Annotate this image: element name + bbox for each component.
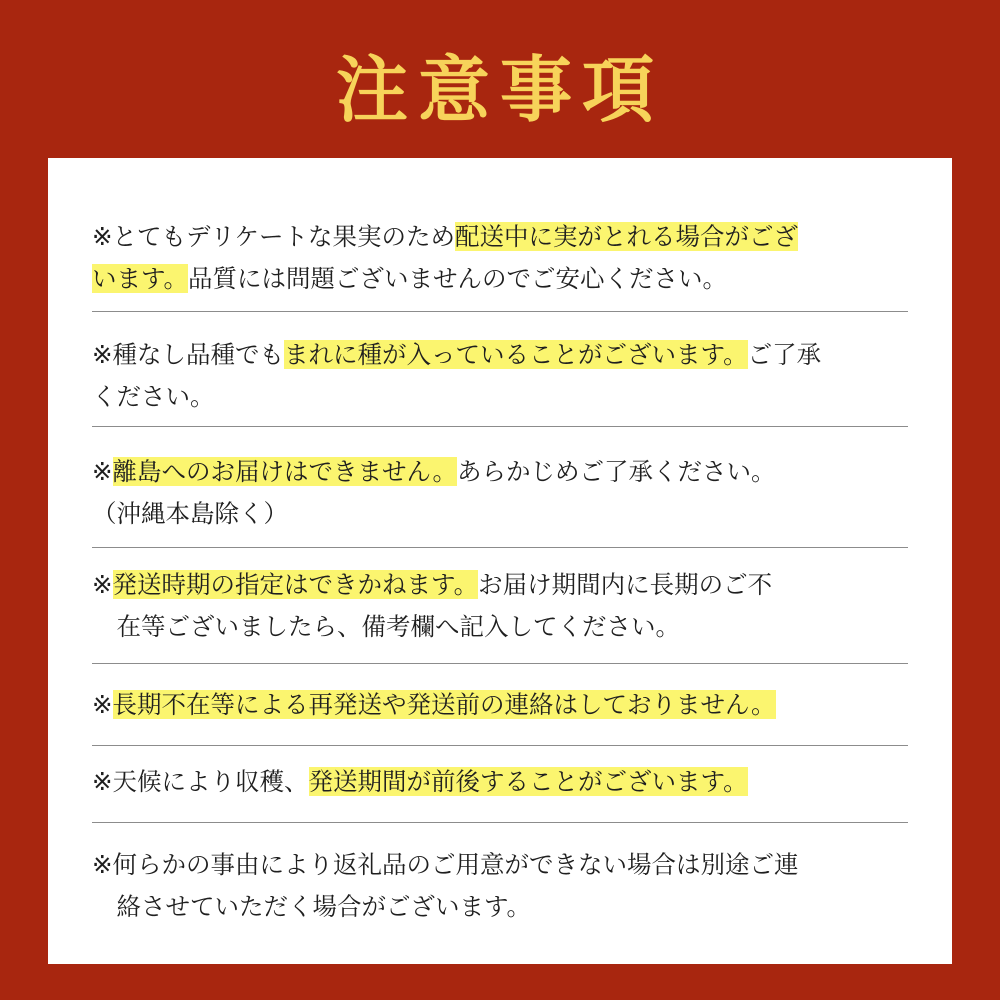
- note-5: [92, 684, 912, 726]
- note-6: [92, 761, 912, 803]
- note-text: ※天候により収穫、: [92, 767, 309, 796]
- note-3: [92, 451, 912, 535]
- note-text: ご了承 ください。: [92, 340, 822, 411]
- note-text: ※: [92, 690, 113, 719]
- note-text: ※: [92, 457, 113, 486]
- note-text: 品質には問題ございませんのでご安心ください。: [188, 264, 728, 293]
- highlighted-text: 長期不在等による再発送や発送前の連絡はしておりません。: [112, 690, 776, 719]
- divider: [92, 547, 908, 548]
- divider: [92, 311, 908, 312]
- note-text: お届け期間内に長期のご不 在等ございましたら、備考欄へ記入してください。: [116, 570, 773, 641]
- page-title: 注意事項: [335, 47, 664, 132]
- highlighted-text: 発送時期の指定はできかねます。: [112, 570, 479, 599]
- note-text: ※何らかの事由により返礼品のご用意ができない場合は別途ご連 絡させていただく場合がございます。: [92, 850, 799, 921]
- note-text: ※とてもデリケートな果実のため: [92, 222, 456, 251]
- note-text: ※: [92, 570, 113, 599]
- note-2: [92, 334, 912, 418]
- divider: [92, 663, 908, 664]
- note-7: [92, 844, 912, 928]
- divider: [92, 822, 908, 823]
- note-text: ※種なし品種でも: [92, 340, 285, 369]
- divider: [92, 745, 908, 746]
- highlighted-text: 配送中に実がとれる場合がござ います。: [92, 222, 799, 293]
- note-1: [92, 216, 912, 300]
- highlighted-text: 発送期間が前後することがございます。: [308, 767, 748, 796]
- note-4: [92, 564, 912, 648]
- divider: [92, 426, 908, 427]
- highlighted-text: 離島へのお届けはできません。: [112, 457, 457, 486]
- note-text: あらかじめご了承ください。 （沖縄本島除く）: [92, 457, 776, 528]
- highlighted-text: まれに種が入っていることがございます。: [284, 340, 748, 369]
- notes-card: [48, 158, 952, 964]
